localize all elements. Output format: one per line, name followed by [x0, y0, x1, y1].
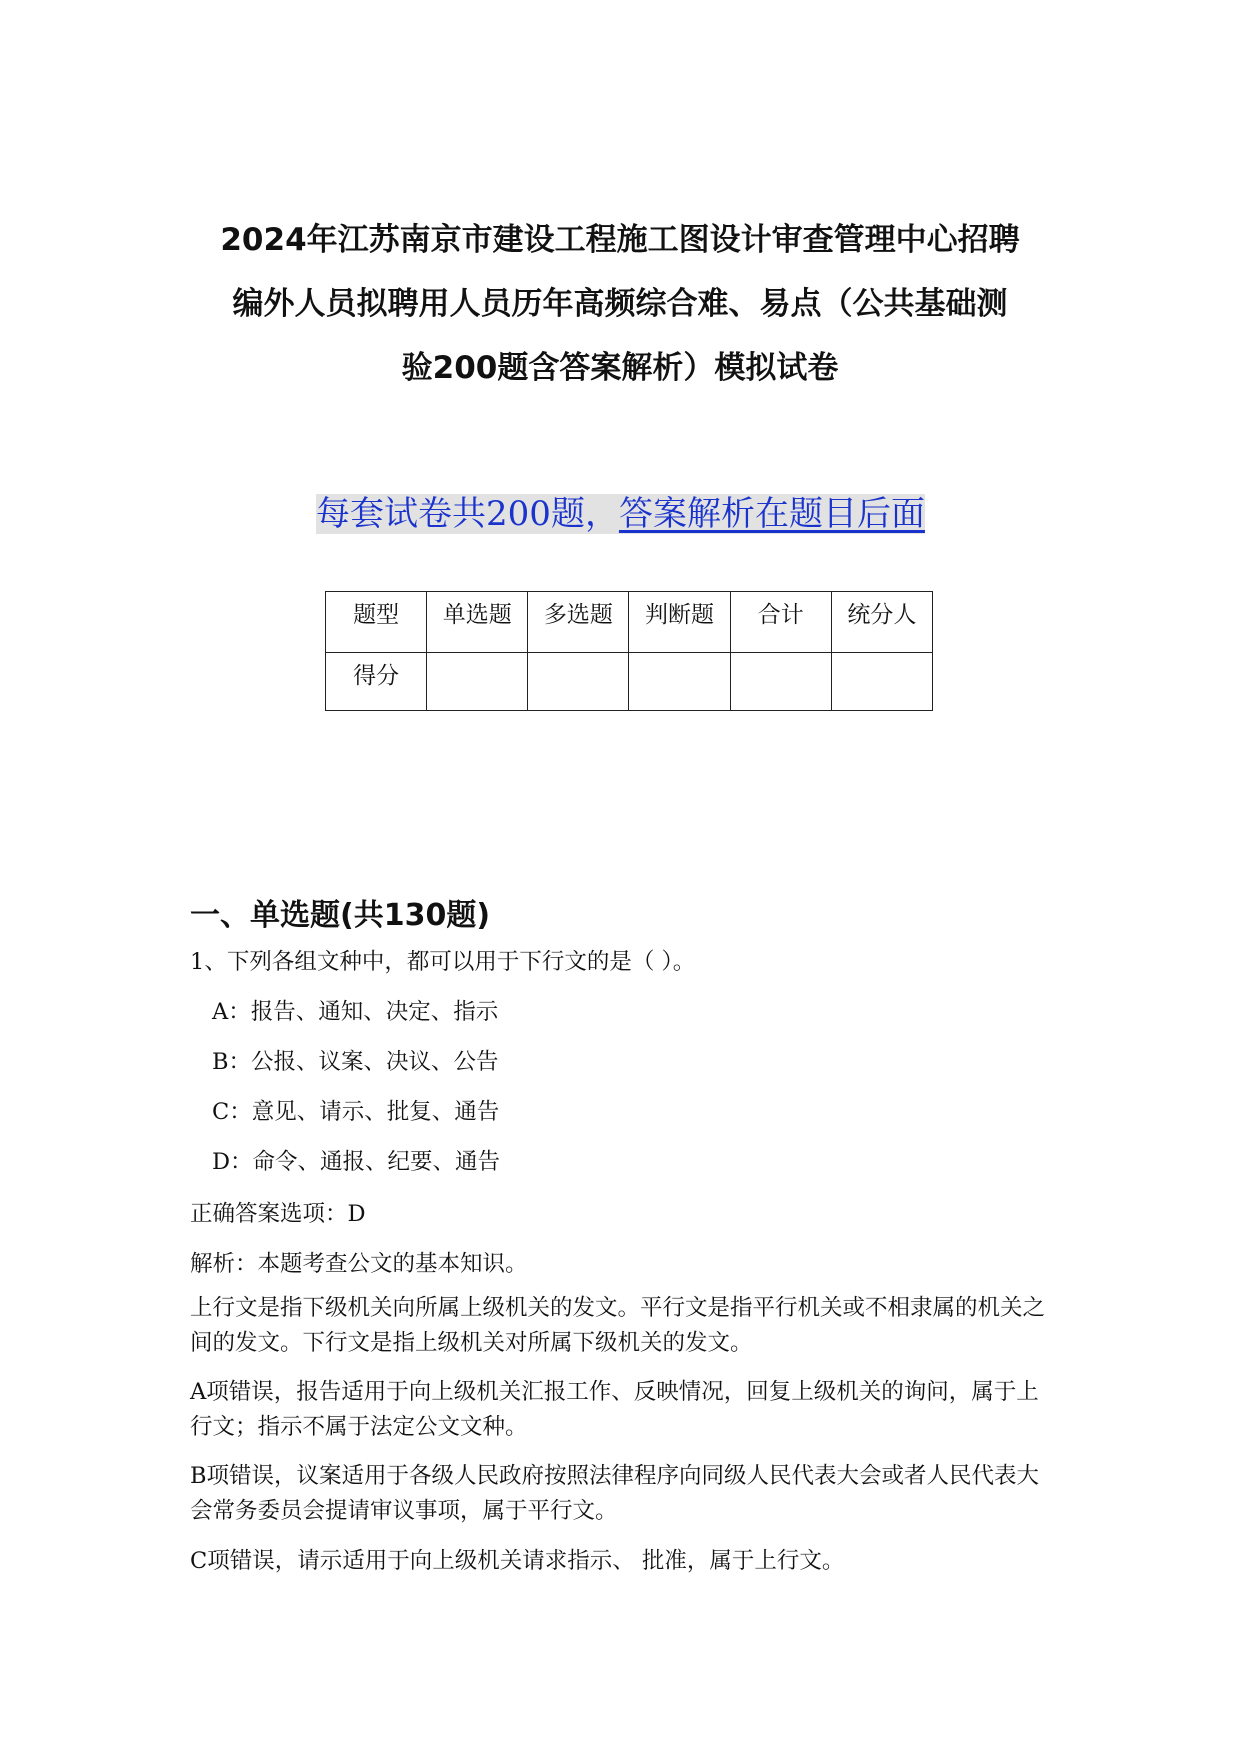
header-cell-total: 合计: [730, 592, 831, 653]
subtitle-count: 每套试卷共200题，: [316, 494, 619, 534]
explanation-paragraph-3: B项错误，议案适用于各级人民政府按照法律程序向同级人民代表大会或者人民代表大会常务委员会提请审议事项，属于平行文。: [190, 1463, 1040, 1524]
header-cell-multiple: 多选题: [528, 592, 629, 653]
header-cell-type: 题型: [326, 592, 427, 653]
score-cell-single: [427, 653, 528, 711]
subtitle-highlight: [316, 494, 925, 534]
explanation-paragraph-2: A项错误，报告适用于向上级机关汇报工作、反映情况，回复上级机关的询问，属于上行文；指示不属于法定公文文种。: [190, 1379, 1039, 1440]
score-row-label: 得分: [326, 653, 427, 711]
option-a: A：报告、通知、决定、指示: [212, 999, 499, 1025]
explanation-paragraph-1: 上行文是指下级机关向所属上级机关的发文。平行文是指平行机关或不相隶属的机关之间的发文。下行文是指上级机关对所属下级机关的发文。: [190, 1295, 1046, 1356]
option-b: B：公报、议案、决议、公告: [212, 1049, 499, 1075]
answer-line: 正确答案选项：D: [190, 1201, 366, 1227]
exam-subtitle: [0, 490, 1241, 538]
score-cell-multiple: [528, 653, 629, 711]
score-cell-total: [730, 653, 831, 711]
option-d: D：命令、通报、纪要、通告: [212, 1149, 501, 1175]
analysis-line: 解析：本题考查公文的基本知识。: [190, 1251, 528, 1277]
question-stem: 1、下列各组文种中，都可以用于下行文的是（ ）。: [190, 949, 696, 975]
score-table: [325, 591, 933, 711]
score-table-header-row: [326, 592, 933, 653]
title-line-1: 2024年江苏南京市建设工程施工图设计审查管理中心招聘: [220, 222, 1020, 258]
score-cell-judge: [629, 653, 730, 711]
header-cell-judge: 判断题: [629, 592, 730, 653]
title-line-3: 验200题含答案解析）模拟试卷: [401, 350, 839, 386]
header-cell-scorer: 统分人: [831, 592, 932, 653]
subtitle-link[interactable]: 答案解析在题目后面: [618, 494, 925, 534]
option-c: C：意见、请示、批复、通告: [212, 1099, 500, 1125]
explanation-paragraph-4: C项错误，请示适用于向上级机关请求指示、 批准，属于上行文。: [190, 1548, 845, 1574]
title-line-2: 编外人员拟聘用人员历年高频综合难、易点（公共基础测: [232, 286, 1008, 322]
score-table-score-row: [326, 653, 933, 711]
score-cell-scorer: [831, 653, 932, 711]
section-title: 一、单选题(共130题): [190, 898, 491, 933]
header-cell-single: 单选题: [427, 592, 528, 653]
document-title: [190, 208, 1050, 400]
